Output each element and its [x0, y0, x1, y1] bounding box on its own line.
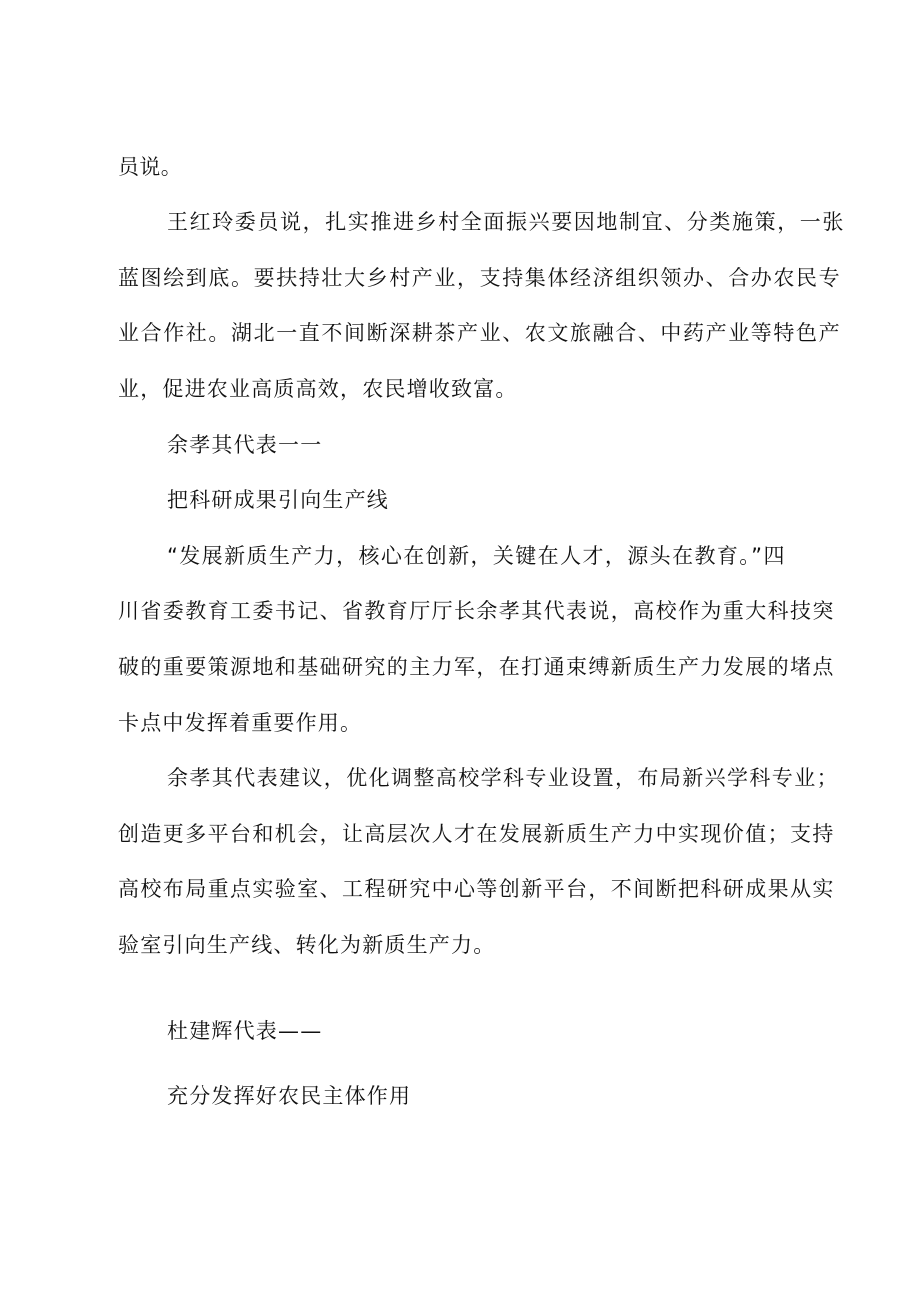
- paragraph-line: 王红玲委员说，扎实推进乡村全面振兴要因地制宜、分类施策，一张: [167, 210, 845, 234]
- section-heading: 余孝其代表一一: [167, 433, 323, 457]
- paragraph-line: 川省委教育工委书记、省教育厅厅长余孝其代表说，高校作为重大科技突: [118, 599, 835, 623]
- paragraph-line: 余孝其代表建议，优化调整高校学科专业设置，布局新兴学科专业；: [167, 766, 839, 790]
- paragraph-line: 高校布局重点实验室、工程研究中心等创新平台，不间断把科研成果从实: [118, 877, 835, 901]
- paragraph-line: “发展新质生产力，核心在创新，关键在人才，源头在教育。”四: [167, 544, 786, 568]
- paragraph-line: 员说。: [118, 155, 183, 179]
- paragraph-line: 创造更多平台和机会，让高层次人才在发展新质生产力中实现价值；支持: [118, 822, 835, 846]
- paragraph-line: 破的重要策源地和基础研究的主力军，在打通束缚新质生产力发展的堵点: [118, 655, 835, 679]
- paragraph-line: 蓝图绘到底。要扶持壮大乡村产业，支持集体经济组织领办、合办农民专: [118, 266, 842, 290]
- paragraph-line: 业合作社。湖北一直不间断深耕茶产业、农文旅融合、中药产业等特色产: [118, 321, 842, 345]
- paragraph-line: 卡点中发挥着重要作用。: [118, 711, 363, 735]
- section-heading: 杜建辉代表——: [167, 1019, 323, 1043]
- paragraph-line: 验室引向生产线、转化为新质生产力。: [118, 933, 496, 957]
- paragraph-line: 业，促进农业高质高效，农民增收致富。: [118, 377, 518, 401]
- section-subheading: 充分发挥好农民主体作用: [167, 1084, 412, 1108]
- section-subheading: 把科研成果引向生产线: [167, 488, 389, 512]
